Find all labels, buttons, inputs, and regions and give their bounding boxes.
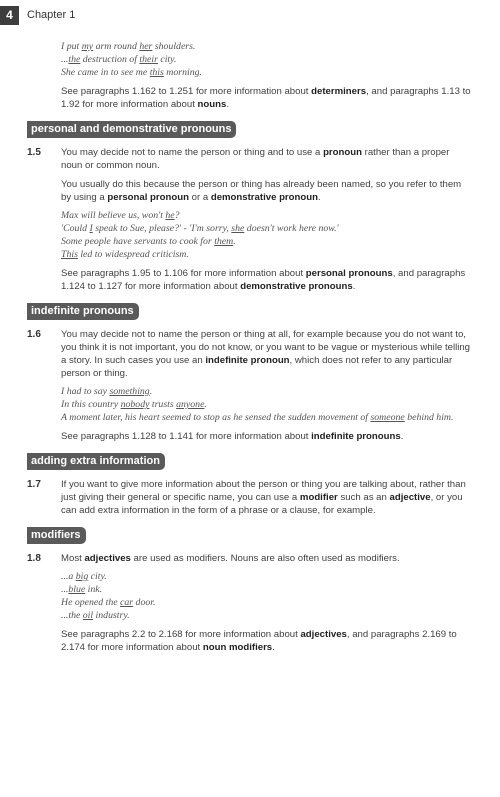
intro-see-also (61, 85, 473, 111)
underlined-word: the (68, 54, 81, 65)
page-header (0, 4, 75, 26)
text-run: . (400, 431, 404, 442)
text-run: , and paragraphs 2.169 to 2.174 for more information about (61, 629, 457, 653)
text-run: . (149, 386, 153, 397)
text-run: . (317, 192, 321, 203)
see-also (61, 628, 473, 654)
text-run: door. (133, 597, 156, 608)
underlined-word: this (149, 67, 164, 78)
examples (61, 385, 473, 424)
text-run: trusts (149, 399, 177, 410)
text-run: , and paragraphs 1.13 to 1.92 for more information about (61, 86, 471, 110)
bold-term: indefinite pronoun (205, 355, 290, 366)
example-sentence (61, 398, 473, 411)
example-sentence (61, 583, 473, 596)
page-number: 4 (0, 6, 19, 25)
text-run: He opened the (61, 597, 121, 608)
text-run: 'Could (61, 223, 90, 234)
example-sentence (61, 248, 473, 261)
text-run: rather than a proper noun or common noun. (61, 147, 450, 171)
text-run: city. (88, 571, 107, 582)
text-run: behind him. (404, 412, 454, 423)
text-run: Max will believe us, won't (61, 210, 166, 221)
body-text (61, 478, 473, 517)
bold-term: indefinite pronouns (311, 431, 401, 442)
text-run: city. (157, 54, 177, 65)
paragraph-body (61, 146, 473, 293)
text-run: See paragraphs 1.128 to 1.141 for more information about (61, 431, 312, 442)
underlined-word: blue (68, 584, 86, 595)
example-sentence (61, 222, 473, 235)
bold-term: demonstrative pronouns (240, 281, 353, 292)
text-run: See paragraphs 1.162 to 1.251 for more information about (61, 86, 312, 97)
text-run: You usually do this because the person or thing has already been named, so you refer to them by using a (61, 179, 462, 203)
example-sentence (61, 40, 473, 53)
page-content (27, 40, 473, 654)
text-run: I put (61, 41, 82, 52)
bold-term: modifier (299, 492, 338, 503)
underlined-word: my (81, 41, 94, 52)
text-run: ...a (61, 571, 76, 582)
text-run: . (204, 399, 207, 410)
text-run: morning. (163, 67, 202, 78)
paragraph-body (61, 478, 473, 517)
numbered-paragraph (27, 478, 473, 517)
text-run: See paragraphs 1.95 to 1.106 for more information about (61, 268, 306, 279)
bold-term: adjective (389, 492, 431, 503)
underlined-word: This (61, 249, 78, 260)
intro-examples (61, 40, 473, 79)
underlined-word: anyone (176, 399, 205, 410)
bold-term: personal pronoun (107, 192, 189, 203)
text-run: You may decide not to name the person or thing and to use a (61, 147, 324, 158)
paragraph-body (61, 328, 473, 443)
text-run: She came in to see me (61, 67, 150, 78)
example-sentence (61, 570, 473, 583)
underlined-word: nobody (120, 399, 150, 410)
bold-term: demonstrative pronoun (210, 192, 318, 203)
body-text (61, 552, 473, 565)
text-run: . (233, 236, 236, 247)
bold-term: determiners (311, 86, 367, 97)
text-run: ... (61, 584, 69, 595)
underlined-word: she (231, 223, 245, 234)
text-run: . (272, 642, 275, 653)
body-text (61, 178, 473, 204)
see-also (61, 430, 473, 443)
body-text (61, 146, 473, 172)
text-run: led to widespread criticism. (77, 249, 189, 260)
section-heading: adding extra information (27, 453, 165, 470)
underlined-word: their (139, 54, 158, 65)
examples (61, 570, 473, 622)
bold-term: pronoun (323, 147, 362, 158)
body-text (61, 328, 473, 380)
example-sentence (61, 235, 473, 248)
text-run: industry. (93, 610, 130, 621)
underlined-word: them (214, 236, 234, 247)
text-run: ...the (61, 610, 83, 621)
numbered-paragraph (27, 552, 473, 654)
text-run: such as an (337, 492, 390, 503)
numbered-paragraph (27, 328, 473, 443)
text-run: You may decide not to name the person or thing at all, for example because you do not want to, you think it is not important, you do not know, or you want to be vague or mysterious while telling a story. In such cases you use an (61, 329, 471, 366)
text-run: Most (61, 553, 85, 564)
text-run: ? (174, 210, 180, 221)
text-run: In this country (61, 399, 121, 410)
text-run: ... (61, 54, 69, 65)
text-run: arm round (93, 41, 140, 52)
example-sentence (61, 53, 473, 66)
text-run: See paragraphs 2.2 to 2.168 for more information about (61, 629, 301, 640)
example-sentence (61, 609, 473, 622)
underlined-word: something (109, 386, 150, 397)
text-run: Some people have servants to cook for (61, 236, 215, 247)
paragraph-number: 1.7 (27, 479, 41, 490)
underlined-word: her (139, 41, 153, 52)
example-sentence (61, 411, 473, 424)
example-sentence (61, 385, 473, 398)
bold-term: noun modifiers (202, 642, 273, 653)
text-run: , and paragraphs 1.124 to 1.127 for more information about (61, 268, 466, 292)
underlined-word: someone (370, 412, 405, 423)
text-run: ink. (85, 584, 103, 595)
text-run: , or you can add extra information in the form of a phrase or a clause, for example. (61, 492, 463, 516)
paragraph-body (61, 552, 473, 654)
text-run: shoulders. (152, 41, 196, 52)
underlined-word: he (165, 210, 175, 221)
underlined-word: oil (82, 610, 94, 621)
chapter-title: Chapter 1 (27, 9, 76, 21)
paragraph-number: 1.6 (27, 329, 41, 340)
sections (27, 111, 473, 654)
bold-term: adjectives (84, 553, 131, 564)
section-heading: modifiers (27, 527, 86, 544)
examples (61, 209, 473, 261)
text-run: destruction of (80, 54, 140, 65)
text-run: or a (188, 192, 211, 203)
section-heading: personal and demonstrative pronouns (27, 121, 236, 138)
text-run: . (226, 99, 229, 110)
paragraph-number: 1.8 (27, 553, 41, 564)
see-also (61, 267, 473, 293)
example-sentence (61, 66, 473, 79)
underlined-word: I (89, 223, 93, 234)
underlined-word: car (120, 597, 134, 608)
text-run: . (352, 281, 356, 292)
section-heading: indefinite pronouns (27, 303, 139, 320)
numbered-paragraph (27, 146, 473, 293)
bold-term: personal pronouns (305, 268, 393, 279)
text-run: doesn't work here now.' (244, 223, 339, 234)
text-run: are used as modifiers. Nouns are also often used as modifiers. (130, 553, 400, 564)
text-run: , which does not refer to any particular person or thing. (61, 355, 453, 379)
bold-term: nouns (197, 99, 227, 110)
example-sentence (61, 209, 473, 222)
paragraph-number: 1.5 (27, 147, 41, 158)
text-run: If you want to give more information about the person or thing you are talking about, rather than just giving their general or specific name, you can use a (61, 479, 466, 503)
text-run: speak to Sue, please?' - 'I'm sorry, (92, 223, 232, 234)
example-sentence (61, 596, 473, 609)
bold-term: adjectives (300, 629, 347, 640)
text-run: A moment later, his heart seemed to stop as he sensed the sudden movement of (61, 412, 371, 423)
text-run: I had to say (61, 386, 110, 397)
underlined-word: big (75, 571, 89, 582)
